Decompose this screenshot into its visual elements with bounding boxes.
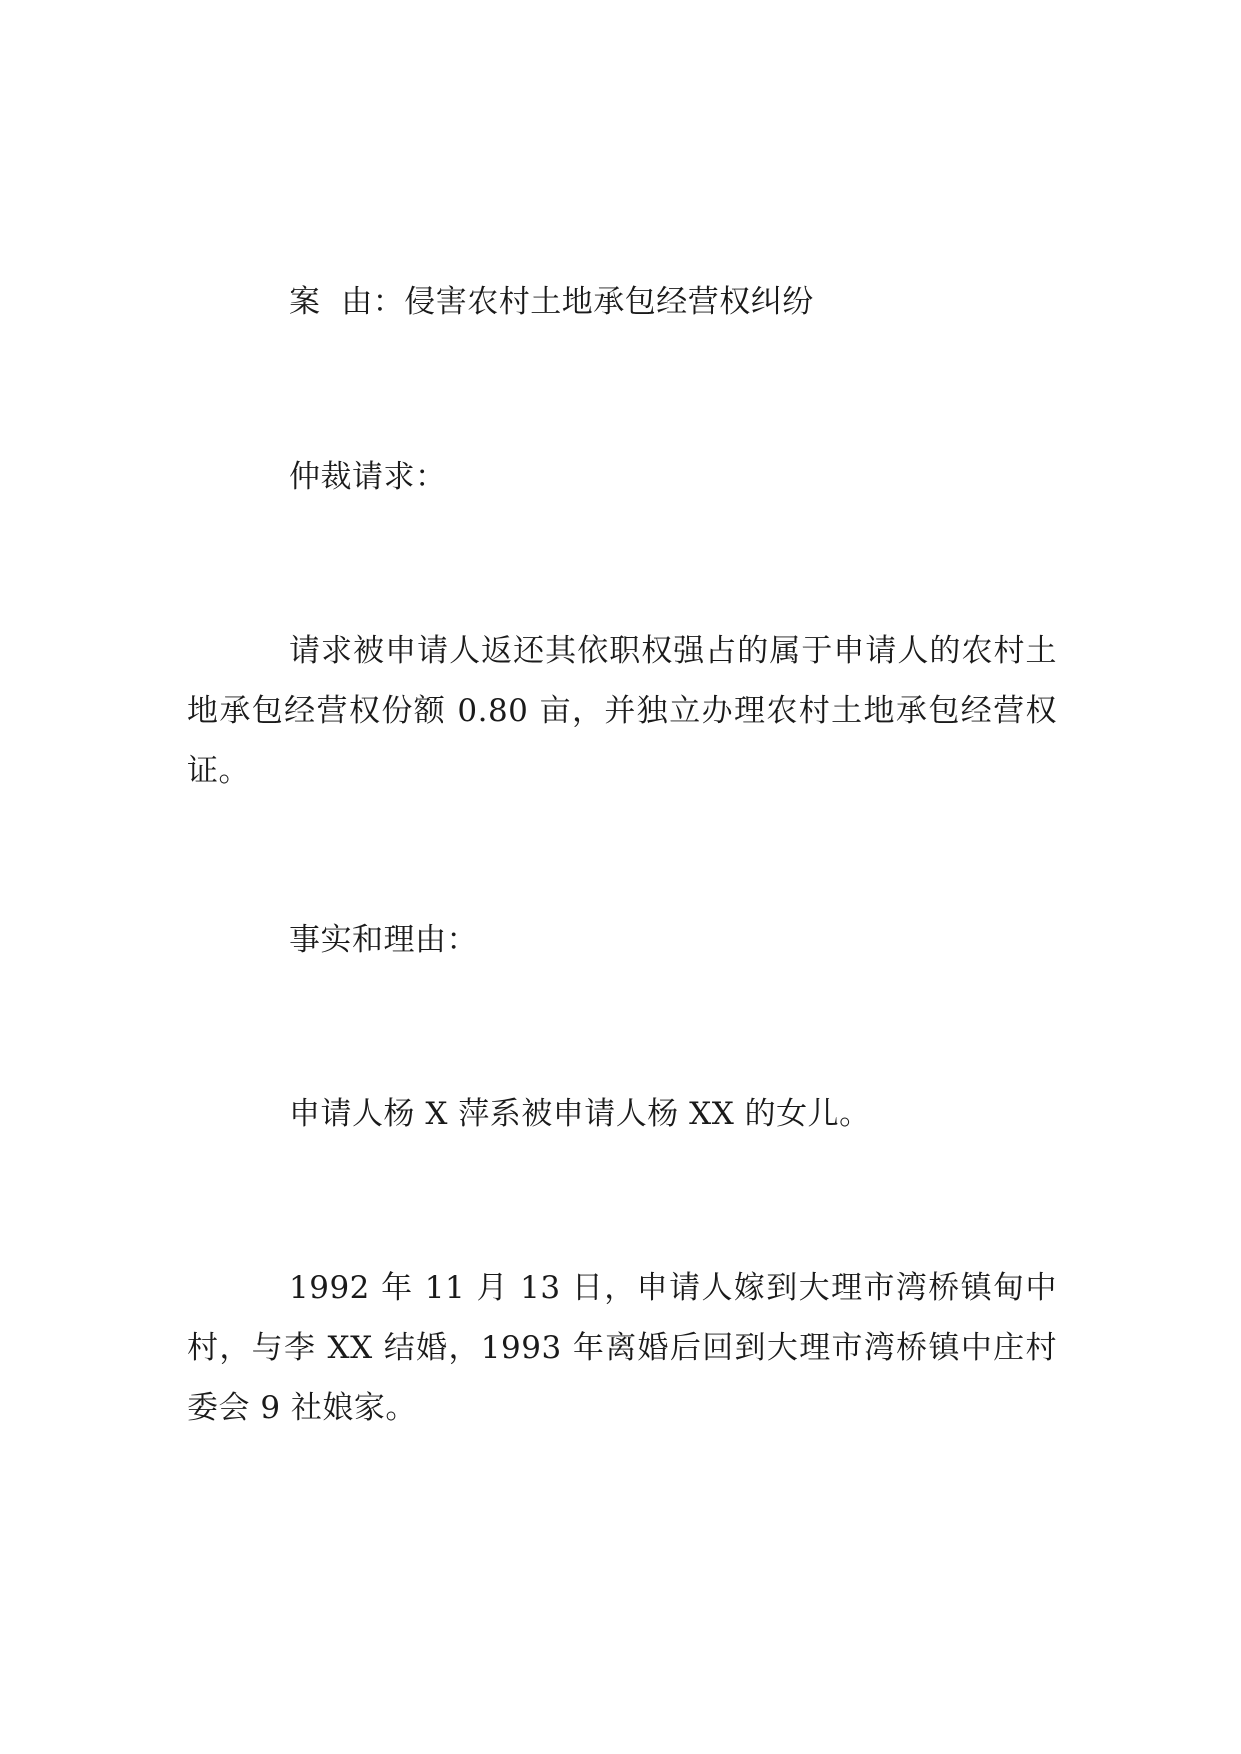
facts-and-reasons-heading: 事实和理由： <box>289 922 478 958</box>
facts-paragraph-1: 申请人杨 X 萍系被申请人杨 XX 的女儿。 <box>289 1096 871 1132</box>
facts-paragraph-2: 1992 年 11 月 13 日，申请人嫁到大理市湾桥镇甸中村，与李 XX 结婚，1993 年离婚后回到大理市湾桥镇中庄村委会 9 社娘家。 <box>187 1270 1057 1426</box>
case-cause-line: 案 由：侵害农村土地承包经营权纠纷 <box>289 284 814 320</box>
arbitration-request-body: 请求被申请人返还其依职权强占的属于申请人的农村土地承包经营权份额 0.80 亩，并独立办理农村土地承包经营权证。 <box>187 633 1057 789</box>
arbitration-request-heading: 仲裁请求： <box>289 459 447 495</box>
